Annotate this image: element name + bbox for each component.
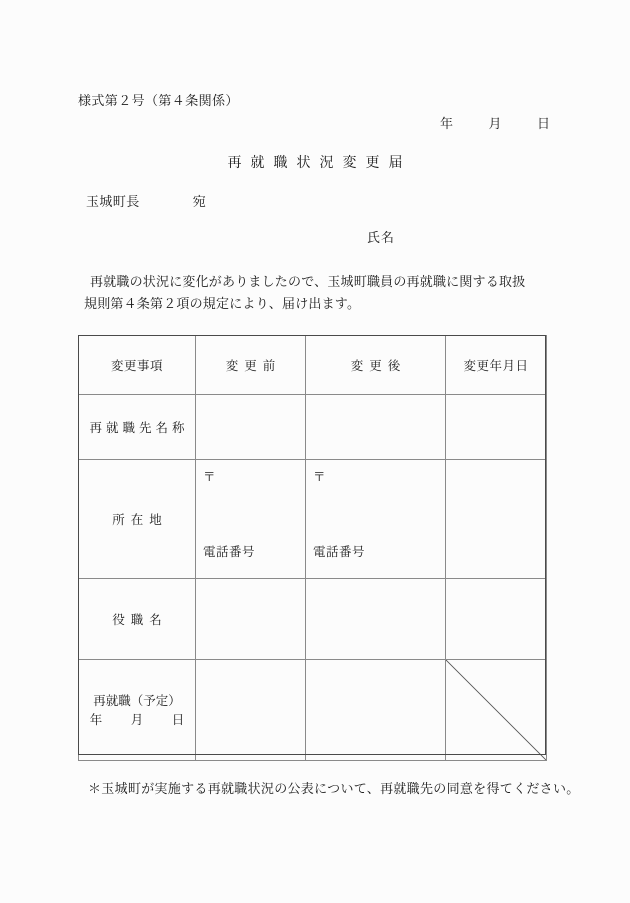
diagonal-strike-icon [446, 660, 546, 760]
form-number: 様式第２号（第４条関係） [78, 94, 239, 109]
cell-address-change-date[interactable] [446, 460, 547, 579]
table-row-position-title [79, 579, 547, 660]
table-row-workplace-name [79, 395, 547, 460]
date-year-label: 年 [440, 117, 454, 132]
body-line-1: 再就職の状況に変化がありましたので、玉城町職員の再就職に関する取扱 [90, 275, 526, 290]
cell-position-title-change-date[interactable] [446, 579, 547, 660]
cell-reemployment-date-before[interactable] [196, 660, 306, 761]
table-header-row [79, 336, 547, 395]
cell-position-title-before[interactable] [196, 579, 306, 660]
change-notification-table [78, 335, 547, 761]
telephone-label-after: 電話番号 [313, 544, 366, 559]
row-label-reemployment-date [79, 660, 196, 761]
cell-reemployment-date-change-date [446, 660, 547, 761]
cell-workplace-name-after[interactable] [306, 395, 446, 460]
row-label-reemployment-date-line2: 年 月 日 [89, 712, 193, 727]
table-row-reemployment-date [79, 660, 547, 761]
signer-name-label: 氏名 [367, 231, 396, 246]
cell-reemployment-date-after[interactable] [306, 660, 446, 761]
header-change-date: 変更年月日 [446, 336, 547, 395]
addressee-suffix: 宛 [192, 195, 207, 210]
addressee-line [86, 196, 206, 209]
document-title: 再就職状況変更届 [227, 155, 412, 171]
cell-position-title-after[interactable] [306, 579, 446, 660]
telephone-label-before: 電話番号 [203, 544, 256, 559]
row-label-reemployment-date-line1: 再就職（予定） [93, 693, 181, 708]
header-after: 変更後 [306, 336, 446, 395]
date-line [440, 118, 550, 131]
cell-address-before[interactable] [196, 460, 306, 579]
header-before: 変更前 [196, 336, 306, 395]
addressee-office: 玉城町長 [86, 195, 140, 210]
row-label-workplace-name: 再就職先名称 [79, 395, 196, 460]
body-line-2: 規則第４条第２項の規定により、届け出ます。 [84, 297, 361, 312]
row-label-position-title: 役職名 [79, 579, 196, 660]
table-row-address [79, 460, 547, 579]
header-change-item: 変更事項 [79, 336, 196, 395]
row-label-address: 所在地 [79, 460, 196, 579]
date-month-label: 月 [488, 117, 502, 132]
postal-code-symbol-after: 〒 [313, 469, 326, 484]
cell-address-after[interactable] [306, 460, 446, 579]
footer-note: ＊玉城町が実施する再就職状況の公表について、再就職先の同意を得てください。 [88, 782, 580, 797]
postal-code-symbol-before: 〒 [203, 469, 216, 484]
date-day-label: 日 [537, 117, 551, 132]
cell-workplace-name-change-date[interactable] [446, 395, 547, 460]
body-paragraph [84, 272, 526, 316]
cell-workplace-name-before[interactable] [196, 395, 306, 460]
